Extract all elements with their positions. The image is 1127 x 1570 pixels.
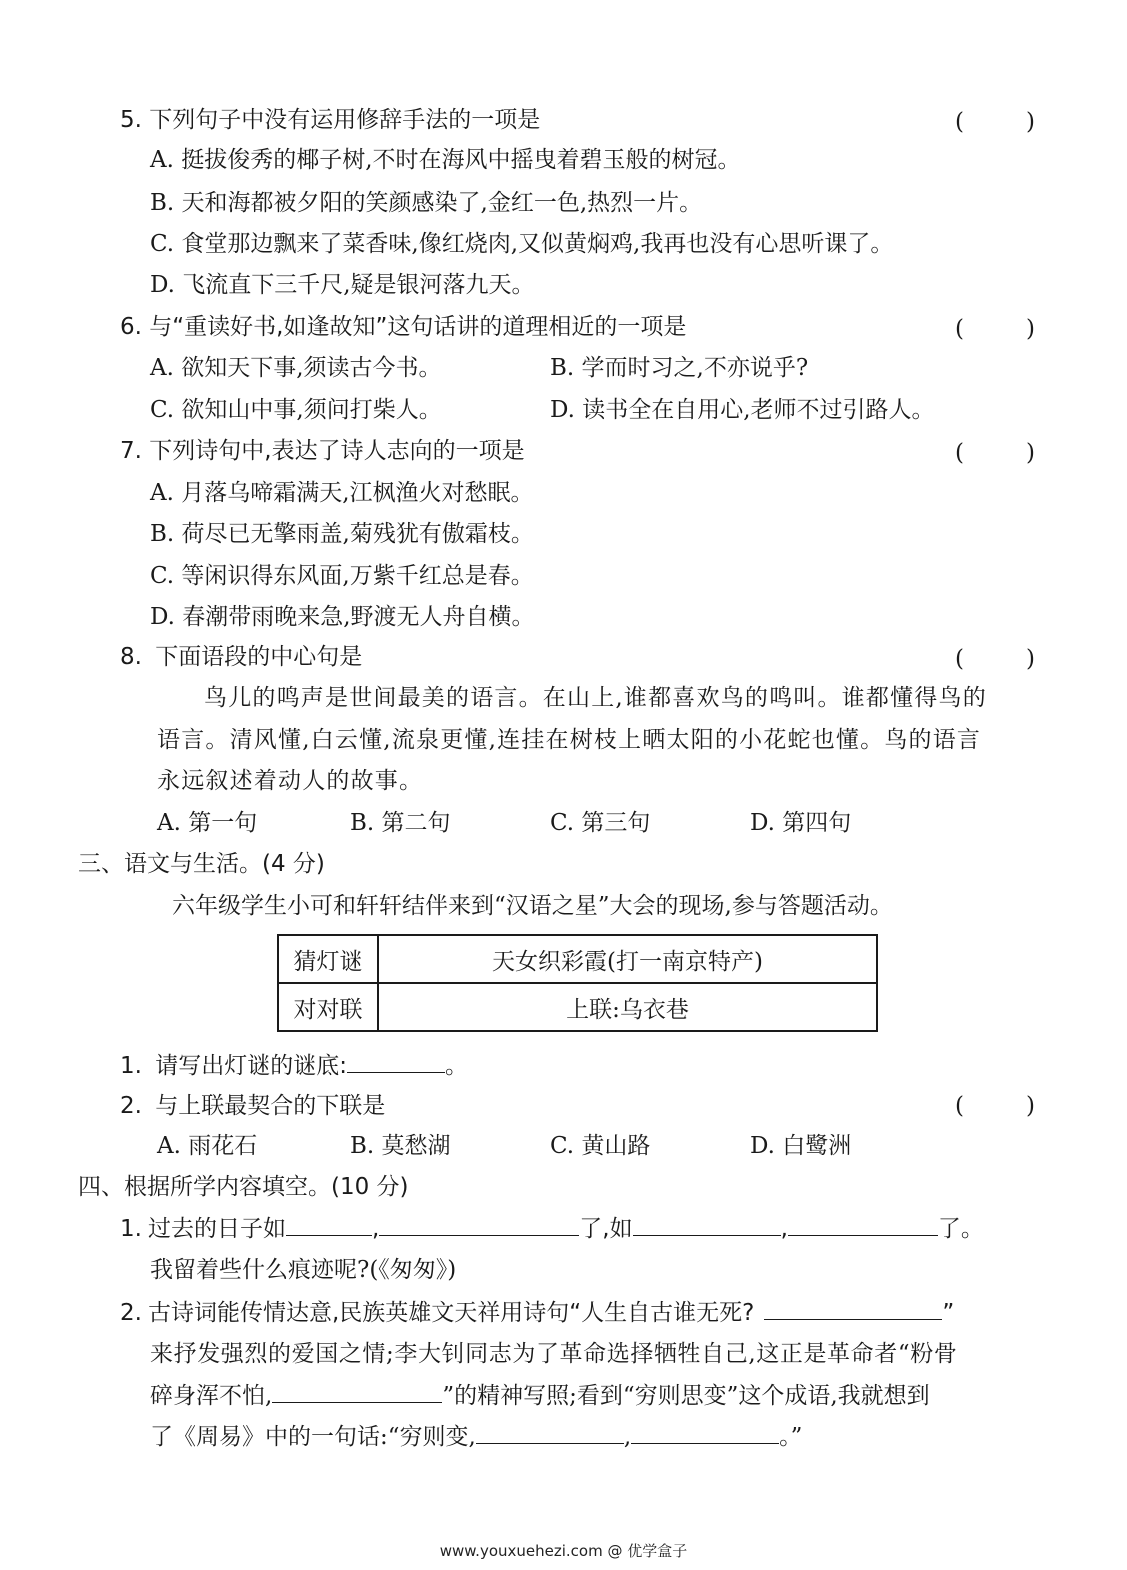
q6-option-b: B. 学而时习之,不亦说乎? — [550, 355, 809, 381]
s3-q2-option-a: A. 雨花石 — [157, 1133, 258, 1159]
q6-answer-bracket[interactable]: ( ) — [955, 316, 1035, 342]
s4-q2-text-1: 古诗词能传情达意,民族英雄文天祥用诗句“人生自古谁无死? — [147, 1300, 755, 1326]
q8-answer-bracket[interactable]: ( ) — [955, 646, 1035, 672]
table-row — [278, 935, 877, 983]
q5-option-b: B. 天和海都被夕阳的笑颜感染了,金红一色,热烈一片。 — [150, 190, 703, 216]
s4-q2-text-3b: ”的精神写照;看到“穷则思变”这个成语,我就想到 — [442, 1383, 930, 1409]
q5-stem — [120, 105, 540, 135]
s4-q2-text-3a: 碎身浑不怕, — [150, 1383, 273, 1409]
section3-title: 三、语文与生活。(4 分) — [78, 851, 325, 877]
q5-option-c: C. 食堂那边飘来了菜香味,像红烧肉,又似黄焖鸡,我再也没有心思听课了。 — [150, 231, 894, 257]
s4-q1-blank-2[interactable] — [379, 1213, 579, 1236]
s3-q2-text: 与上联最契合的下联是 — [155, 1093, 386, 1119]
table-row — [278, 983, 877, 1031]
s3-q2-number: 2. — [120, 1093, 142, 1119]
q7-stem — [120, 436, 525, 466]
q6-option-d: D. 读书全在自用心,老师不过引路人。 — [550, 397, 935, 423]
q8-passage-line-1: 鸟儿的鸣声是世间最美的语言。在山上,谁都喜欢鸟的鸣叫。谁都懂得鸟的 — [204, 685, 987, 711]
s4-q2-blank-4[interactable] — [631, 1421, 779, 1444]
q8-option-b: B. 第二句 — [350, 810, 451, 836]
s4-q2-blank-1[interactable] — [764, 1297, 942, 1320]
s3-q1-text: 请写出灯谜的谜底: — [155, 1053, 348, 1079]
s4-q2-blank-2[interactable] — [272, 1380, 442, 1403]
q6-text: 与“重读好书,如逢故知”这句话讲的道理相近的一项是 — [149, 314, 687, 340]
s3-q2-option-d: D. 白鹭洲 — [750, 1133, 852, 1159]
q7-option-d: D. 春潮带雨晚来急,野渡无人舟自横。 — [150, 604, 535, 630]
q5-option-d: D. 飞流直下三千尺,疑是银河落九天。 — [150, 272, 535, 298]
riddle-label: 猜灯谜 — [278, 935, 378, 983]
q6-option-a: A. 欲知天下事,须读古今书。 — [150, 355, 442, 381]
s4-q1-text-4: , — [780, 1216, 788, 1242]
q6-stem — [120, 312, 686, 342]
s3-q2-option-c: C. 黄山路 — [550, 1133, 651, 1159]
s4-q1-line-2: 我留着些什么痕迹呢?(《匆匆》) — [150, 1257, 457, 1283]
s4-q1-number: 1. — [120, 1216, 142, 1242]
s4-q1-blank-3[interactable] — [633, 1213, 781, 1236]
q5-text: 下列句子中没有运用修辞手法的一项是 — [149, 107, 541, 133]
q7-text: 下列诗句中,表达了诗人志向的一项是 — [149, 438, 525, 464]
q7-option-a: A. 月落乌啼霜满天,江枫渔火对愁眠。 — [150, 480, 534, 506]
q8-option-a: A. 第一句 — [157, 810, 258, 836]
s4-q1-line-1 — [120, 1213, 984, 1244]
q7-option-c: C. 等闲识得东风面,万紫千红总是春。 — [150, 563, 534, 589]
riddle-text: 天女织彩霞(打一南京特产) — [378, 935, 877, 983]
s4-q2-line-4 — [150, 1421, 802, 1452]
s3-q2-answer-bracket[interactable]: ( ) — [955, 1093, 1035, 1119]
riddle-answer-blank[interactable] — [347, 1050, 445, 1073]
q5-number: 5. — [120, 107, 142, 133]
s4-q1-text-5: 了。 — [937, 1216, 984, 1242]
q8-stem — [120, 642, 362, 672]
s3-q2-option-b: B. 莫愁湖 — [350, 1133, 451, 1159]
footer-watermark: www.youxuehezi.com @ 优学盒子 — [439, 1542, 688, 1560]
q8-option-d: D. 第四句 — [750, 810, 852, 836]
q7-option-b: B. 荷尽已无擎雨盖,菊残犹有傲霜枝。 — [150, 521, 534, 547]
s4-q1-text-1: 过去的日子如 — [147, 1216, 286, 1242]
q7-number: 7. — [120, 438, 142, 464]
q8-number: 8. — [120, 644, 142, 670]
q8-passage-line-3: 永远叙述着动人的故事。 — [157, 768, 424, 794]
s3-q1-end: 。 — [445, 1053, 469, 1079]
q8-passage-line-2: 语言。清风懂,白云懂,流泉更懂,连挂在树枝上晒太阳的小花蛇也懂。鸟的语言 — [157, 727, 982, 753]
s4-q2-line-1 — [120, 1297, 954, 1328]
s4-q2-text-4a: 了《周易》中的一句话:“穷则变, — [150, 1424, 476, 1450]
s4-q2-line-2: 来抒发强烈的爱国之情;李大钊同志为了革命选择牺牲自己,这正是革命者“粉骨 — [150, 1341, 958, 1367]
s4-q1-blank-4[interactable] — [788, 1213, 938, 1236]
s4-q2-number: 2. — [120, 1300, 142, 1326]
q6-option-c: C. 欲知山中事,须问打柴人。 — [150, 397, 442, 423]
s4-q2-text-4c: 。” — [779, 1424, 803, 1450]
riddle-couplet-table — [277, 934, 878, 1032]
q6-number: 6. — [120, 314, 142, 340]
s4-q2-blank-3[interactable] — [476, 1421, 624, 1444]
couplet-text: 上联:乌衣巷 — [378, 983, 877, 1031]
s4-q1-text-2: , — [371, 1216, 380, 1242]
q7-answer-bracket[interactable]: ( ) — [955, 440, 1035, 466]
s4-q1-blank-1[interactable] — [286, 1213, 372, 1236]
s4-q2-text-4b: , — [623, 1424, 632, 1450]
section4-title: 四、根据所学内容填空。(10 分) — [78, 1174, 409, 1200]
s3-q1-number: 1. — [120, 1053, 142, 1079]
s4-q1-text-3: 了,如 — [579, 1216, 633, 1242]
q8-text: 下面语段的中心句是 — [155, 644, 363, 670]
s3-q2 — [120, 1091, 385, 1121]
q5-answer-bracket[interactable]: ( ) — [955, 109, 1035, 135]
s4-q2-line-3 — [150, 1380, 930, 1411]
section3-intro: 六年级学生小可和轩轩结伴来到“汉语之星”大会的现场,参与答题活动。 — [172, 893, 893, 919]
couplet-label: 对对联 — [278, 983, 378, 1031]
q8-option-c: C. 第三句 — [550, 810, 651, 836]
q5-option-a: A. 挺拔俊秀的椰子树,不时在海风中摇曳着碧玉般的树冠。 — [150, 147, 741, 173]
s4-q2-text-1-end: ” — [942, 1300, 955, 1326]
s3-q1 — [120, 1050, 468, 1081]
